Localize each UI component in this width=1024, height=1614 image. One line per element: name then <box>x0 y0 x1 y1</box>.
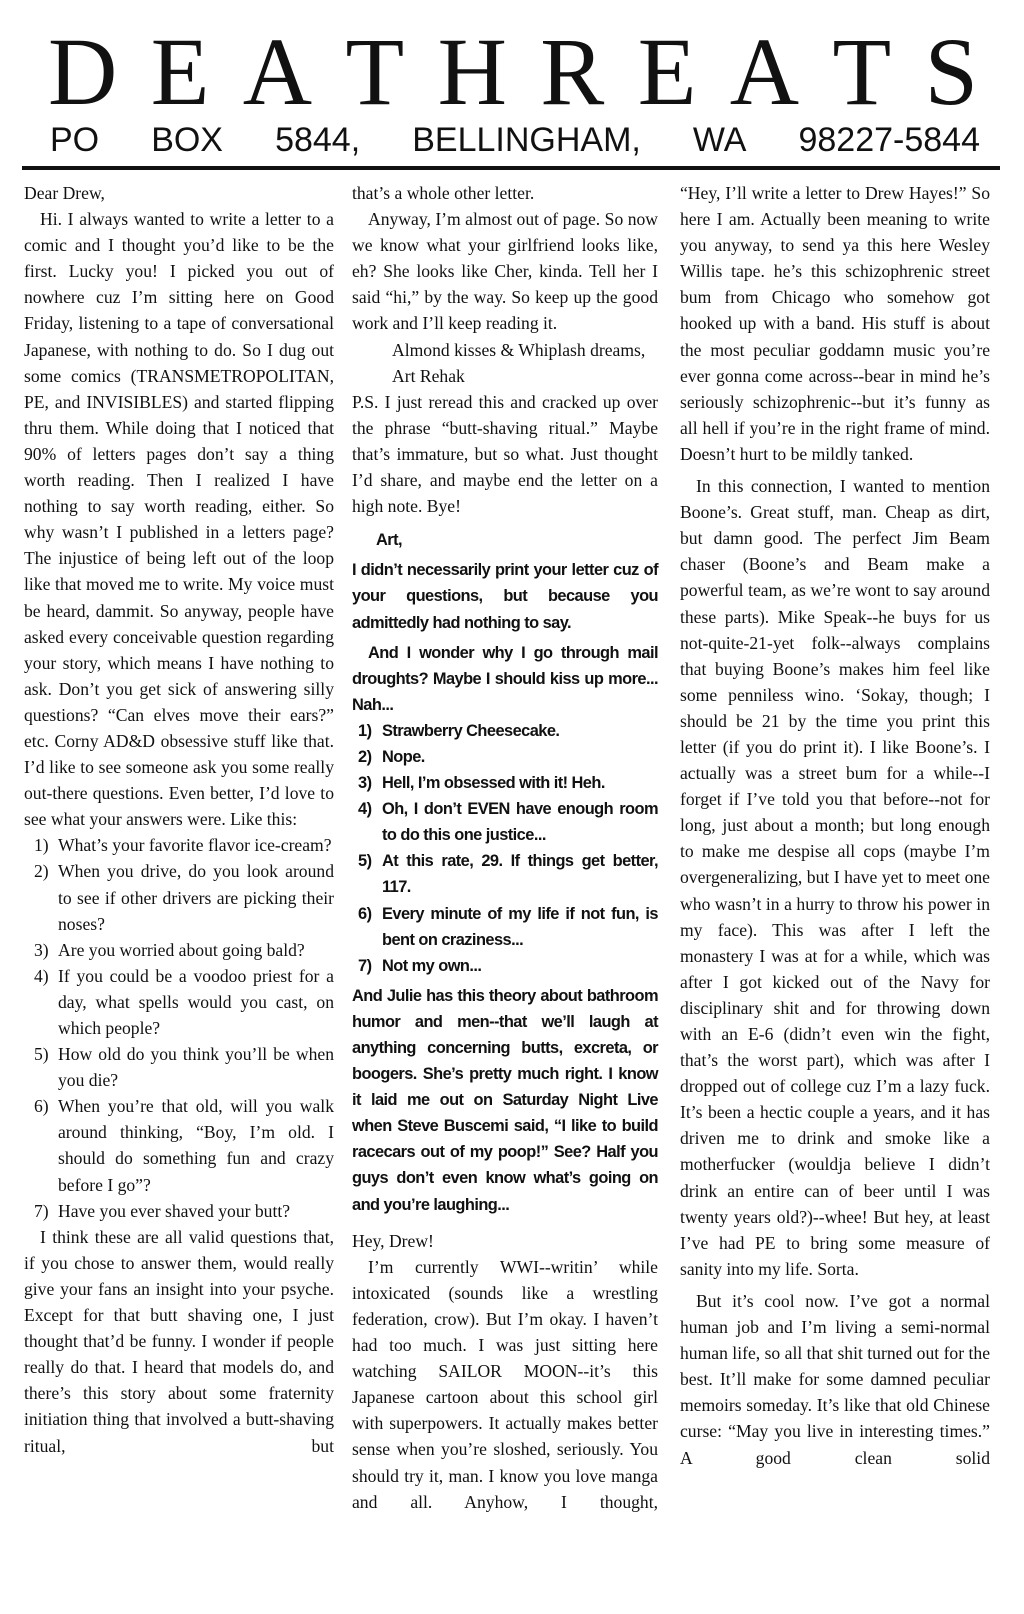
address-word: PO <box>50 121 100 159</box>
answer-item <box>352 953 658 979</box>
answer-number: 7) <box>358 956 372 975</box>
address-word: BOX <box>151 121 223 159</box>
answer-number: 6) <box>358 904 372 923</box>
title-letter: T <box>832 18 892 125</box>
letter-postscript: P.S. I just reread this and cracked up over the phrase “butt-shaving ritual.” Maybe that’s immature, but so what. Just thought I’d share, and maybe end the letter on a high note. Bye! <box>352 391 658 517</box>
letter-signature: Art Rehak <box>392 365 465 386</box>
title-letter: D <box>48 18 118 125</box>
question-number: 5) <box>34 1044 49 1065</box>
answer-item <box>352 744 658 770</box>
title-letter: H <box>437 18 507 125</box>
answer-text: Oh, I don’t EVEN have enough room to do this one justice... <box>382 800 658 845</box>
masthead-title <box>48 20 978 124</box>
column-3 <box>680 180 990 1471</box>
reply-paragraph: And I wonder why I go through mail droughts? Maybe I should kiss up more... Nah... <box>352 643 658 714</box>
answer-text: Nope. <box>382 747 425 766</box>
question-item <box>24 1093 334 1197</box>
answer-item <box>352 848 658 900</box>
question-text: When you drive, do you look around to see if other drivers are picking their noses? <box>58 861 334 934</box>
question-item <box>24 858 334 936</box>
question-text: What’s your favorite flavor ice-cream? <box>58 835 332 856</box>
title-letter: A <box>729 18 800 125</box>
question-item <box>24 1041 334 1093</box>
letter-salutation: Dear Drew, <box>24 183 105 203</box>
answer-item <box>352 718 658 744</box>
letter-salutation: Hey, Drew! <box>352 1230 434 1251</box>
reply-salutation: Art, <box>376 531 403 550</box>
letter-paragraph: In this connection, I wanted to mention Boone’s. Great stuff, man. Cheap as dirt, but damn good. The perfect Jim Beam chaser (Boone’s and Beam make a powerful team, as we’re wont to say around these parts). Mike Speak--he buys for us not-quite-21-yet folk--always complains that buying Boone’s makes him feel like some penniless wino. ‘Sokay, though; I should be 21 by the time you print this letter (if you do print it). I like Boone’s. I actually was a street bum for a while--I forget if I’ve told you that before--not for long, just about a month; but long enough to make me despise all cops (maybe I’m overgeneralizing, but I have yet to meet one who wasn’t in a hurry to throw his power in my face). This was after I left the monastery I was at for a while, which was after I got kicked out of the Navy for disciplinary shit and for throwing down with an E-6 (didn’t even win the fight, that’s the worst part), which was after I dropped out of college cuz I’m a lazy fuck. It’s been a hectic couple a years, and it has driven me to drink and smoke like a motherfucker (wouldja believe I didn’t drink an entire can of beer until I was twenty years old?)--whee! But hey, at least I’ve had PE to bring some measure of sanity into my life. Sorta. <box>680 476 990 1279</box>
question-number: 1) <box>34 835 49 856</box>
title-letter: E <box>150 18 210 125</box>
title-letter: E <box>637 18 697 125</box>
answer-number: 3) <box>358 774 372 793</box>
editor-reply <box>352 527 658 1217</box>
column-1 <box>24 180 334 1459</box>
question-text: If you could be a voodoo priest for a day, what spells would you cast, on which people? <box>58 965 334 1038</box>
answer-text: Hell, I’m obsessed with it! Heh. <box>382 774 605 793</box>
letter-paragraph: But it’s cool now. I’ve got a normal human job and I’m living a semi-normal human life, so all that shit turned out for the best. It’ll make for some damned peculiar memoirs someday. It’s like that old Chinese curse: “May you live in interesting times.” A good clean solid <box>680 1290 990 1468</box>
question-text: When you’re that old, will you walk around thinking, “Boy, I’m old. I should do something fun and crazy before I go”? <box>58 1096 334 1195</box>
answer-item <box>352 901 658 953</box>
letter-paragraph: I’m currently WWI--writin’ while intoxicated (sounds like a wrestling federation, crow). But I’m okay. I haven’t had too much. I was just sitting here watching SAILOR MOON--it’s this Japanese cartoon about this school girl with superpowers. It actually makes better sense when you’re sloshed, seriously. You should try it, man. I know you love manga and all. Anyhow, I thought, <box>352 1256 658 1512</box>
answer-number: 2) <box>358 747 372 766</box>
question-item <box>24 937 334 963</box>
question-number: 6) <box>34 1096 49 1117</box>
address-word: 5844, <box>275 121 361 159</box>
question-text: Are you worried about going bald? <box>58 939 305 960</box>
masthead-rule <box>22 166 1000 170</box>
question-number: 2) <box>34 861 49 882</box>
letter-paragraph: Anyway, I’m almost out of page. So now we know what your girlfriend looks like, eh? She looks like Cher, kinda. Tell her I said “hi,” by the way. So keep up the good work and I’ll keep reading it. <box>352 209 658 334</box>
question-item <box>24 1198 334 1224</box>
question-item <box>24 963 334 1041</box>
address-word: BELLINGHAM, <box>412 121 641 159</box>
answer-text: Strawberry Cheesecake. <box>382 721 560 740</box>
letter-paragraph-continued: that’s a whole other letter. <box>352 183 535 203</box>
question-number: 4) <box>34 965 49 986</box>
letter-paragraph: I think these are all valid questions that, if you chose to answer them, would really give your fans an insight into your psyche. Except for that butt shaving one, I just thought that’d be funny. I wonder if people really do that. I heard that models do, and there’s this story about some fraternity initiation thing that involved a butt-shaving ritual, but <box>24 1226 334 1456</box>
title-letter: A <box>242 18 313 125</box>
answer-number: 4) <box>358 800 372 819</box>
title-letter: S <box>924 18 978 125</box>
letter-paragraph: Hi. I always wanted to write a letter to a comic and I thought you’d like to be the first. Lucky you! I picked you out of nowhere cuz I’m sitting here on Good Friday, listening to a tape of conversational Japanese, with nothing to do. So I dug out some comics (TRANSMETROPOLITAN, PE, and INVISIBLES) and started flipping thru them. While doing that I noticed that 90% of letters pages don’t say a thing worth reading. Then I realized I have nothing to say worth reading, either. So why wasn’t I published in a letters page? The injustice of being left out of the loop like that moved me to write. My voice must be heard, dammit. So anyway, people have asked every conceivable question regarding your story, which means I have nothing to ask. Don’t you get sick of answering silly questions? “Can elves move their ears?” etc. Corny AD&D obsessive stuff like that. I’d like to see someone ask you some really out-there questions. Even better, I’d love to see what your answers were. Like this: <box>24 209 334 830</box>
question-item <box>24 832 334 858</box>
question-number: 3) <box>34 939 49 960</box>
answer-item <box>352 770 658 796</box>
address-word: 98227-5844 <box>798 121 980 159</box>
answer-item <box>352 796 658 848</box>
answer-number: 5) <box>358 852 372 871</box>
title-letter: T <box>345 18 405 125</box>
letter-paragraph-continued: “Hey, I’ll write a letter to Drew Hayes!” So here I am. Actually been meaning to write you anyway, to send ya this here Wesley Willis tape. he’s this schizophrenic street bum from Chicago who somehow got hooked up with a band. His stuff is about the most peculiar goddamn music you’re ever gonna come across--bear in mind he’s seriously schizophrenic--but it’s funny as all hell if you’re in the right frame of mind. Doesn’t hurt to be mildly tanked. <box>680 183 990 464</box>
question-text: Have you ever shaved your butt? <box>58 1200 291 1221</box>
masthead-address <box>50 118 980 162</box>
question-number: 7) <box>34 1200 49 1221</box>
question-text: How old do you think you’ll be when you die? <box>58 1044 334 1091</box>
answer-text: Not my own... <box>382 956 482 975</box>
question-list <box>24 832 334 1223</box>
answer-number: 1) <box>358 721 372 740</box>
title-letter: R <box>540 18 605 125</box>
reply-paragraph: And Julie has this theory about bathroom humor and men--that we’ll laugh at anything concerning butts, excreta, or boogers. She’s pretty much right. I know it laid me out on Saturday Night Live when Steve Buscemi said, “I like to build racecars out of my poop!” See? Half you guys don’t even know what’s going on and you’re laughing... <box>352 986 658 1214</box>
reply-paragraph: I didn’t necessarily print your letter cuz of your questions, but because you admittedly had nothing to say. <box>352 561 658 632</box>
letter-closing: Almond kisses & Whiplash dreams, <box>392 339 646 360</box>
answer-list <box>352 718 658 979</box>
answer-text: At this rate, 29. If things get better, 117. <box>382 852 658 897</box>
answer-text: Every minute of my life if not fun, is bent on craziness... <box>382 904 658 949</box>
column-2 <box>352 180 658 1515</box>
address-word: WA <box>692 121 747 159</box>
